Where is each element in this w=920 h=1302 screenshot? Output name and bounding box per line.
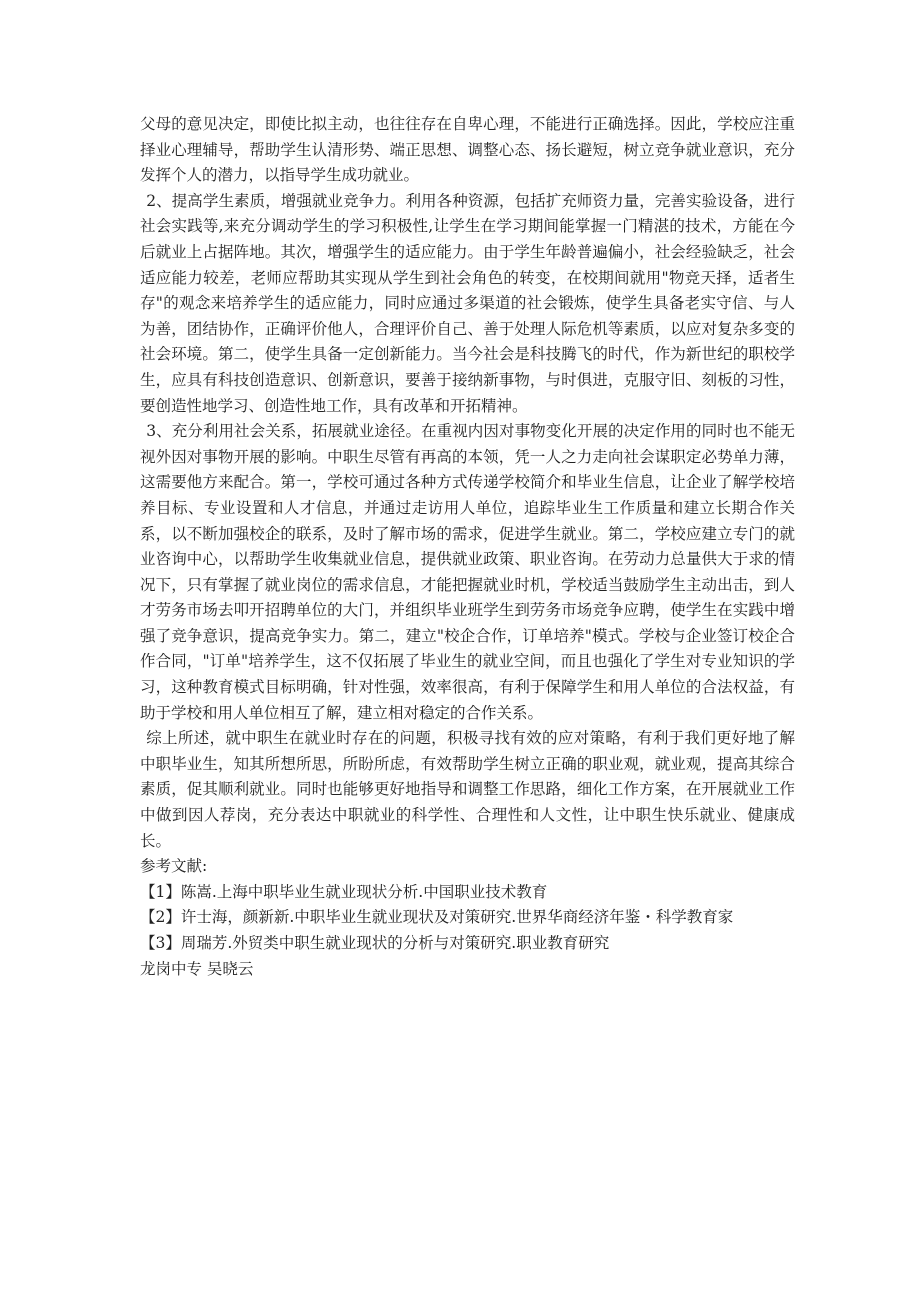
reference-item-3: 【3】周瑞芳.外贸类中职生就业现状的分析与对策研究.职业教育研究	[140, 934, 610, 952]
document-body	[140, 112, 795, 982]
paragraph-improve-quality: 2、提高学生素质，增强就业竞争力。利用各种资源，包括扩充师资力量，完善实验设备，进行社会实践等,来充分调动学生的学习积极性,让学生在学习期间能掌握一门精湛的技术，方能在今后就业上占据阵地。其次，增强学生的适应能力。由于学生年龄普遍偏小，社会经验缺乏，社会适应能力较差，老师应帮助其实现从学生到社会角色的转变，在校期间就用"物竞天择，适者生存"的观念来培养学生的适应能力，同时应通过多渠道的社会锻炼，使学生具备老实守信、与人为善，团结协作，正确评价他人，合理评价自己、善于处理人际危机等素质，以应对复杂多变的社会环境。第二，使学生具备一定创新能力。当今社会是科技腾飞的时代，作为新世纪的职校学生，应具有科技创造意识、创新意识，要善于接纳新事物，与时俱进，克服守旧、刻板的习性，要创造性地学习、创造性地工作，具有改革和开拓精神。	[140, 191, 795, 415]
reference-item-2: 【2】许士海，颜新新.中职毕业生就业现状及对策研究.世界华商经济年鉴・科学教育家	[140, 908, 734, 927]
paragraph-social-relations: 3、充分利用社会关系，拓展就业途径。在重视内因对事物变化开展的决定作用的同时也不能无视外因对事物开展的影响。中职生尽管有再高的本领，凭一人之力走向社会谋职定必势单力薄，这需要他方来配合。第一，学校可通过各种方式传递学校简介和毕业生信息，让企业了解学校培养目标、专业设置和人才信息，并通过走访用人单位，追踪毕业生工作质量和建立长期合作关系，以不断加强校企的联系，及时了解市场的需求，促进学生就业。第二，学校应建立专门的就业咨询中心，以帮助学生收集就业信息，提供就业政策、职业咨询。在劳动力总量供大于求的情况下，只有掌握了就业岗位的需求信息，才能把握就业时机，学校适当鼓励学生主动出击，到人才劳务市场去叩开招聘单位的大门，并组织毕业班学生到劳务市场竞争应聘，使学生在实践中增强了竞争意识，提高竞争实力。第二，建立"校企合作，订单培养"模式。学校与企业签订校企合作合同，"订单"培养学生，这不仅拓展了毕业生的就业空间，而且也强化了学生对专业知识的学习，这种教育模式目标明确，针对性强，效率很高，有利于保障学生和用人单位的合法权益，有助于学校和用人单位相互了解，建立相对稳定的合作关系。	[140, 422, 795, 722]
paragraph-conclusion: 综上所述，就中职生在就业时存在的问题，积极寻找有效的应对策略，有利于我们更好地了解中职毕业生，知其所想所思，所盼所虑，有效帮助学生树立正确的职业观，就业观，提高其综合素质，促其顺利就业。同时也能够更好地指导和调整工作思路，细化工作方案，在开展就业工作中做到因人荐岗，充分表达中职就业的科学性、合理性和人文性，让中职生快乐就业、健康成长。	[140, 729, 795, 850]
references-heading: 参考文献:	[140, 857, 208, 876]
reference-item-1: 【1】陈嵩.上海中职毕业生就业现状分析.中国职业技术教育	[140, 882, 548, 901]
author-signature: 龙岗中专 吴晓云	[140, 959, 254, 978]
paragraph-career-guidance: 父母的意见决定，即使比拟主动，也往往存在自卑心理，不能进行正确选择。因此，学校应注重择业心理辅导，帮助学生认清形势、端正思想、调整心态、扬长避短，树立竞争就业意识，充分发挥个人的潜力，以指导学生成功就业。	[140, 115, 795, 185]
